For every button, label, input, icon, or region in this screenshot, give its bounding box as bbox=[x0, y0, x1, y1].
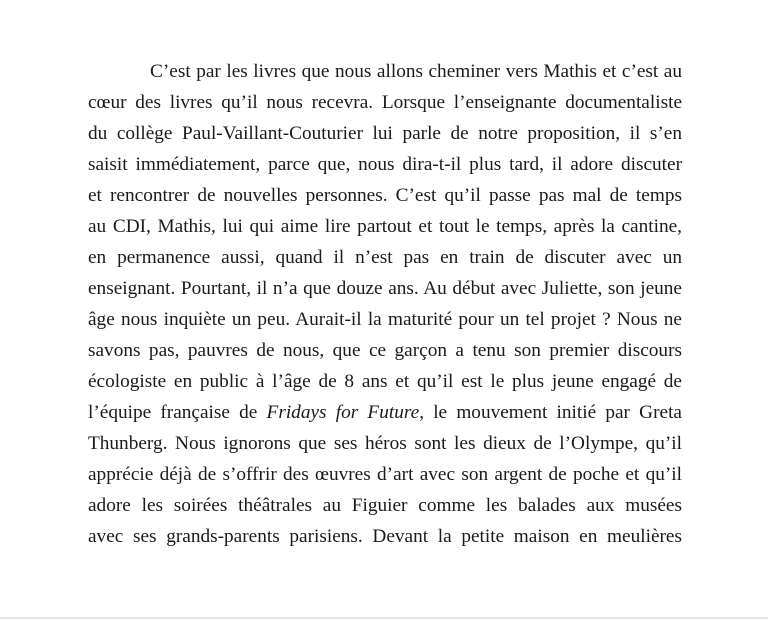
paragraph-line bbox=[88, 87, 682, 118]
paragraph-line bbox=[88, 211, 682, 242]
line-text: cœur des livres qu’il nous recevra. Lorsque l’enseignante documentaliste bbox=[88, 92, 682, 113]
line-text: écologiste en public à l’âge de 8 ans et qu’il est le plus jeune engagé de bbox=[88, 371, 682, 392]
line-text: Thunberg. Nous ignorons que ses héros sont les dieux de l’Olympe, qu’il bbox=[88, 433, 682, 454]
line-text: en permanence aussi, quand il n’est pas en train de discuter avec un bbox=[88, 247, 682, 268]
line-text: âge nous inquiète un peu. Aurait-il la maturité pour un tel projet ? Nous ne bbox=[88, 309, 682, 330]
paragraph-line bbox=[88, 490, 682, 521]
line-text: enseignant. Pourtant, il n’a que douze ans. Au début avec Juliette, son jeune bbox=[88, 278, 682, 299]
paragraph-line bbox=[88, 521, 682, 552]
paragraph-line bbox=[88, 304, 682, 335]
line-text: du collège Paul-Vaillant-Couturier lui parle de notre proposition, il s’en bbox=[88, 123, 682, 144]
paragraph-line bbox=[88, 366, 682, 397]
paragraph-line bbox=[88, 397, 682, 428]
line-text: et rencontrer de nouvelles personnes. C’est qu’il passe pas mal de temps bbox=[88, 185, 682, 206]
line-text: savons pas, pauvres de nous, que ce garçon a tenu son premier discours bbox=[88, 340, 682, 361]
line-text: l’équipe française de bbox=[88, 402, 267, 423]
paragraph-line bbox=[88, 459, 682, 490]
italic-title: Fridays for Future bbox=[266, 402, 420, 423]
paragraph-line bbox=[88, 149, 682, 180]
paragraph-line bbox=[88, 180, 682, 211]
paragraph-line bbox=[88, 242, 682, 273]
paragraph-line bbox=[88, 118, 682, 149]
paragraph-line bbox=[88, 428, 682, 459]
body-paragraph bbox=[88, 56, 682, 552]
line-text: , le mouvement initié par Greta bbox=[419, 402, 682, 423]
line-text: apprécie déjà de s’offrir des œuvres d’art avec son argent de poche et qu’il bbox=[88, 464, 682, 485]
line-text: saisit immédiatement, parce que, nous dira-t-il plus tard, il adore discuter bbox=[88, 154, 682, 175]
line-text: au CDI, Mathis, lui qui aime lire partout et tout le temps, après la cantine, bbox=[88, 216, 682, 237]
line-text: C’est par les livres que nous allons cheminer vers Mathis et c’est au bbox=[150, 61, 682, 82]
paragraph-line bbox=[88, 335, 682, 366]
line-text: adore les soirées théâtrales au Figuier comme les balades aux musées bbox=[88, 495, 682, 516]
paragraph-line bbox=[88, 56, 682, 87]
paragraph-line bbox=[88, 273, 682, 304]
line-text: avec ses grands-parents parisiens. Devant la petite maison en meulières bbox=[88, 526, 682, 547]
